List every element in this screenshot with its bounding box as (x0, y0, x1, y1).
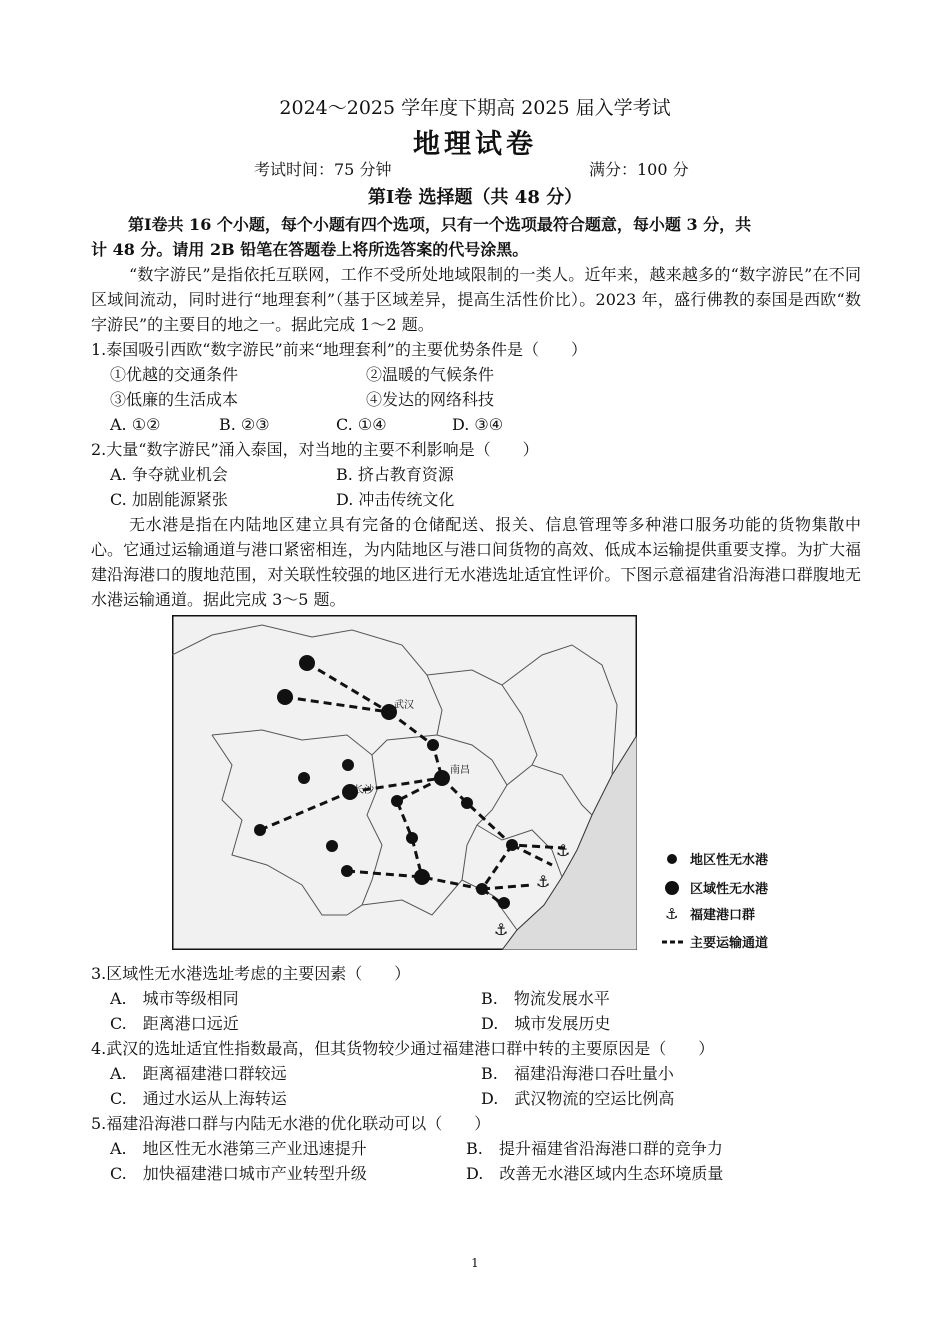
city-label-changsha: 长沙 (354, 785, 374, 796)
question-3-option-d: D. 城市发展历史 (481, 1014, 611, 1033)
question-5-option-a: A. 地区性无水港第三产业迅速提升 (110, 1139, 367, 1158)
city-label-wuhan: 武汉 (394, 700, 414, 711)
page-number: 1 (471, 1256, 479, 1270)
section-instructions-1: 第Ⅰ卷共 16 个小题，每个小题有四个选项，只有一个选项最符合题意，每小题 3 分，共 (128, 215, 752, 234)
question-4-option-a: A. 距离福建港口群较远 (110, 1064, 287, 1083)
question-1-item-4: ④发达的网络科技 (366, 390, 495, 409)
section-instructions-2: 计 48 分。请用 2B 铅笔在答题卷上将所选答案的代号涂黑。 (91, 240, 529, 259)
question-1-item-2: ②温暖的气候条件 (366, 365, 495, 384)
question-5-option-c: C. 加快福建港口城市产业转型升级 (110, 1164, 367, 1183)
question-1-option-b: B. ②③ (219, 415, 270, 434)
dry-port-map (172, 615, 637, 950)
city-label-nanchang: 南昌 (450, 765, 470, 776)
anchor-icon: ⚓ (665, 905, 679, 923)
question-2-stem: 2.大量“数字游民”涌入泰国，对当地的主要不利影响是（ ） (91, 440, 539, 459)
legend-local-label: 地区性无水港 (690, 853, 769, 868)
question-2-option-b: B. 挤占教育资源 (336, 465, 454, 484)
question-3-option-b: B. 物流发展水平 (481, 989, 610, 1008)
question-5-option-d: D. 改善无水港区域内生态环境质量 (466, 1164, 724, 1183)
question-2-option-d: D. 冲击传统文化 (336, 490, 455, 509)
question-3-option-c: C. 距离港口远近 (110, 1014, 239, 1033)
question-4-option-d: D. 武汉物流的空运比例高 (481, 1089, 675, 1108)
question-1-option-d: D. ③④ (452, 415, 504, 434)
legend-regional-symbol (665, 881, 679, 895)
legend-port-label: 福建港口群 (690, 908, 756, 923)
question-3-stem: 3.区域性无水港选址考虑的主要因素（ ） (91, 964, 411, 983)
passage-2: 无水港是指在内陆地区建立具有完备的仓储配送、报关、信息管理等多种港口服务功能的货物集散中心。它通过运输通道与港口紧密相连，为内陆地区与港口间货物的高效、低成本运输提供重要支撑。为扩大福建沿海港口的腹地范围，对关联性较强的地区进行无水港选址适宜性评价。下图示意福建省沿海港口群腹地无水港运输通道。据此完成 3～5 题。 (91, 515, 861, 609)
question-5-option-b: B. 提升福建省沿海港口群的竞争力 (466, 1139, 723, 1158)
question-1-item-1: ①优越的交通条件 (110, 365, 239, 384)
question-1-option-a: A. ①② (110, 415, 161, 434)
passage-1: “数字游民”是指依托互联网，工作不受所处地域限制的一类人。近年来，越来越多的“数字游民”在不同区域间流动，同时进行“地理套利”（基于区域差异，提高生活性价比）。2023 年，盛行佛教的泰国是西欧“数字游民”的主要目的地之一。据此完成 1～2 题。 (91, 265, 861, 334)
svg-text:⚓: ⚓ (536, 872, 551, 891)
svg-text:⚓: ⚓ (494, 920, 509, 939)
page-title: 地理试卷 (413, 129, 537, 160)
question-4-stem: 4.武汉的选址适宜性指数最高，但其货物较少通过福建港口群中转的主要原因是（ ） (91, 1039, 715, 1058)
question-1-item-3: ③低廉的生活成本 (110, 390, 239, 409)
question-2-option-a: A. 争夺就业机会 (110, 465, 228, 484)
exam-score: 满分：100 分 (589, 160, 689, 179)
legend-regional-label: 区域性无水港 (690, 882, 769, 897)
exam-header: 2024～2025 学年度下期高 2025 届入学考试 (279, 97, 671, 119)
exam-time: 考试时间：75 分钟 (254, 160, 392, 179)
question-1-option-c: C. ①④ (336, 415, 387, 434)
legend-local-symbol (667, 854, 677, 864)
question-2-option-c: C. 加剧能源紧张 (110, 490, 228, 509)
question-5-stem: 5.福建沿海港口群与内陆无水港的优化联动可以（ ） (91, 1114, 491, 1133)
svg-text:⚓: ⚓ (556, 841, 571, 860)
question-4-option-b: B. 福建沿海港口吞吐量小 (481, 1064, 674, 1083)
question-3-option-a: A. 城市等级相同 (110, 989, 239, 1008)
section-title: 第Ⅰ卷 选择题（共 48 分） (367, 187, 583, 208)
map-legend (662, 848, 802, 952)
legend-route-label: 主要运输通道 (690, 936, 769, 951)
question-1-stem: 1.泰国吸引西欧“数字游民”前来“地理套利”的主要优势条件是（ ） (91, 340, 587, 359)
question-4-option-c: C. 通过水运从上海转运 (110, 1089, 287, 1108)
